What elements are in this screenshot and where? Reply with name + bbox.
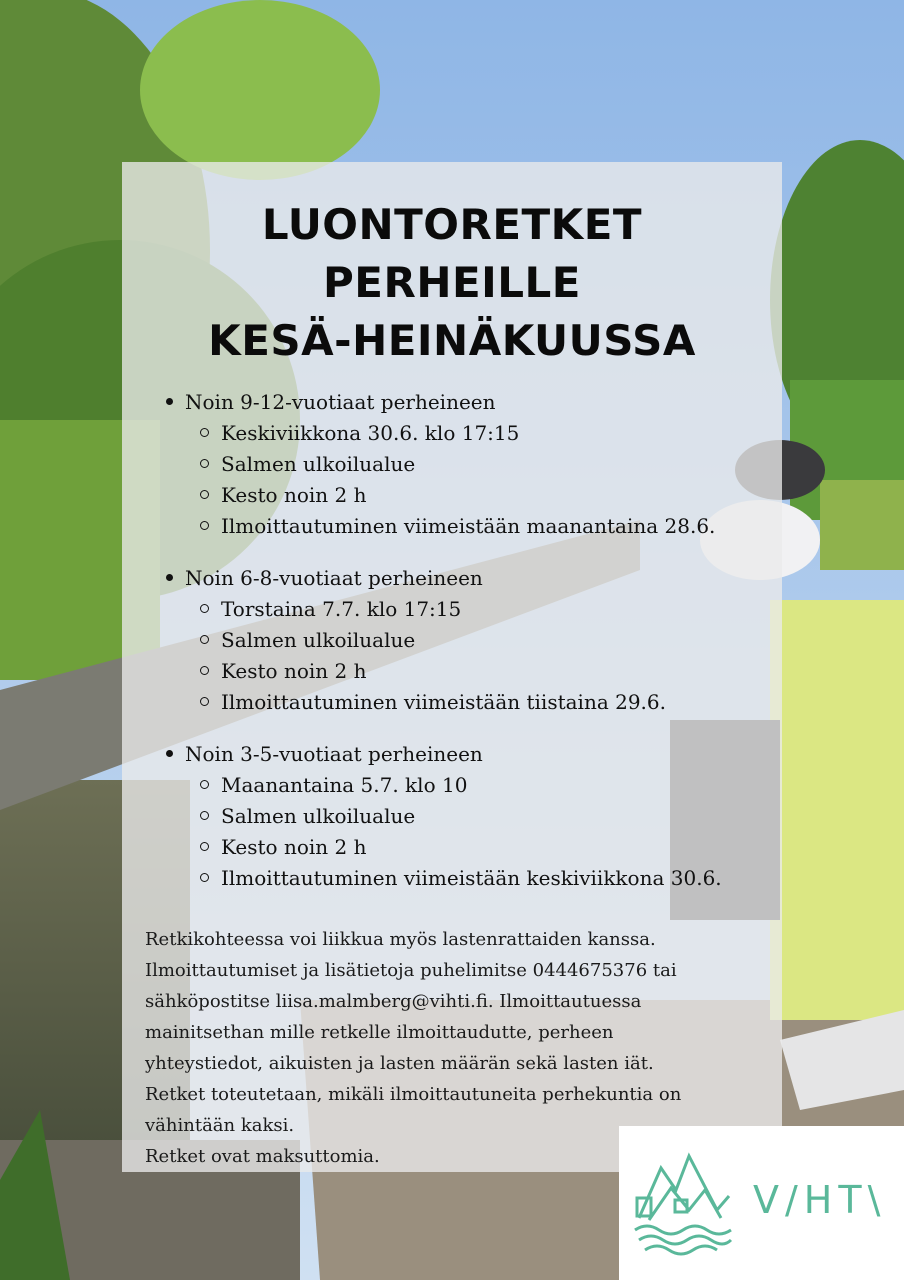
list-item-text: Kesto noin 2 h bbox=[221, 834, 367, 859]
info-line: yhteystiedot, aikuisten ja lasten määrän sekä lasten iät. bbox=[145, 1053, 654, 1074]
circle-bullet-icon bbox=[200, 697, 209, 706]
list-item-text: Torstaina 7.7. klo 17:15 bbox=[221, 596, 462, 621]
group-heading bbox=[162, 386, 782, 417]
circle-bullet-icon bbox=[200, 490, 209, 499]
group-heading-text: Noin 3-5-vuotiaat perheineen bbox=[185, 741, 483, 766]
event-group-1 bbox=[162, 386, 782, 541]
group-heading bbox=[162, 562, 782, 593]
list-item bbox=[200, 624, 782, 655]
list-item bbox=[200, 862, 782, 893]
list-item-text: Ilmoittautuminen viimeistään maanantaina 28.6. bbox=[221, 513, 716, 538]
info-line: Retkikohteessa voi liikkua myös lastenrattaiden kanssa. bbox=[145, 929, 656, 950]
list-item-text: Salmen ulkoilualue bbox=[221, 451, 416, 476]
bullet-icon bbox=[166, 398, 173, 405]
page-title bbox=[122, 196, 782, 370]
list-item-text: Salmen ulkoilualue bbox=[221, 803, 416, 828]
list-item-text: Kesto noin 2 h bbox=[221, 482, 367, 507]
logo-wordmark: V/HT\ bbox=[753, 1178, 887, 1222]
list-item bbox=[200, 417, 782, 448]
group-heading bbox=[162, 738, 782, 769]
list-item-text: Maanantaina 5.7. klo 10 bbox=[221, 772, 468, 797]
bullet-icon bbox=[166, 574, 173, 581]
circle-bullet-icon bbox=[200, 604, 209, 613]
group-heading-text: Noin 6-8-vuotiaat perheineen bbox=[185, 565, 483, 590]
circle-bullet-icon bbox=[200, 428, 209, 437]
circle-bullet-icon bbox=[200, 811, 209, 820]
info-line: mainitsethan mille retkelle ilmoittaudutte, perheen bbox=[145, 1022, 614, 1043]
info-line: Retket ovat maksuttomia. bbox=[145, 1146, 380, 1167]
info-line: vähintään kaksi. bbox=[145, 1115, 295, 1136]
info-line: sähköpostitse liisa.malmberg@vihti.fi. Ilmoittautuessa bbox=[145, 991, 642, 1012]
list-item-text: Ilmoittautuminen viimeistään tiistaina 29.6. bbox=[221, 689, 666, 714]
group-heading-text: Noin 9-12-vuotiaat perheineen bbox=[185, 389, 496, 414]
list-item bbox=[200, 448, 782, 479]
event-group-3 bbox=[162, 738, 782, 893]
list-item bbox=[200, 831, 782, 862]
bullet-icon bbox=[166, 750, 173, 757]
vihti-emblem-icon bbox=[631, 1148, 737, 1258]
title-line-2: PERHEILLE bbox=[323, 258, 581, 307]
circle-bullet-icon bbox=[200, 780, 209, 789]
list-item-text: Keskiviikkona 30.6. klo 17:15 bbox=[221, 420, 520, 445]
list-item bbox=[200, 479, 782, 510]
circle-bullet-icon bbox=[200, 459, 209, 468]
list-item-text: Salmen ulkoilualue bbox=[221, 627, 416, 652]
list-item-text: Ilmoittautuminen viimeistään keskiviikkona 30.6. bbox=[221, 865, 722, 890]
list-item bbox=[200, 510, 782, 541]
list-item bbox=[200, 686, 782, 717]
list-item bbox=[200, 800, 782, 831]
list-item bbox=[200, 769, 782, 800]
list-item bbox=[200, 593, 782, 624]
circle-bullet-icon bbox=[200, 521, 209, 530]
title-line-3: KESÄ-HEINÄKUUSSA bbox=[208, 316, 696, 365]
circle-bullet-icon bbox=[200, 635, 209, 644]
circle-bullet-icon bbox=[200, 842, 209, 851]
circle-bullet-icon bbox=[200, 666, 209, 675]
info-line: Retket toteutetaan, mikäli ilmoittautuneita perhekuntia on bbox=[145, 1084, 682, 1105]
event-group-2 bbox=[162, 562, 782, 717]
vihti-logo bbox=[619, 1126, 904, 1280]
list-item bbox=[200, 655, 782, 686]
circle-bullet-icon bbox=[200, 873, 209, 882]
title-line-1: LUONTORETKET bbox=[261, 200, 643, 249]
info-line: Ilmoittautumiset ja lisätietoja puhelimitse 0444675376 tai bbox=[145, 960, 677, 981]
list-item-text: Kesto noin 2 h bbox=[221, 658, 367, 683]
